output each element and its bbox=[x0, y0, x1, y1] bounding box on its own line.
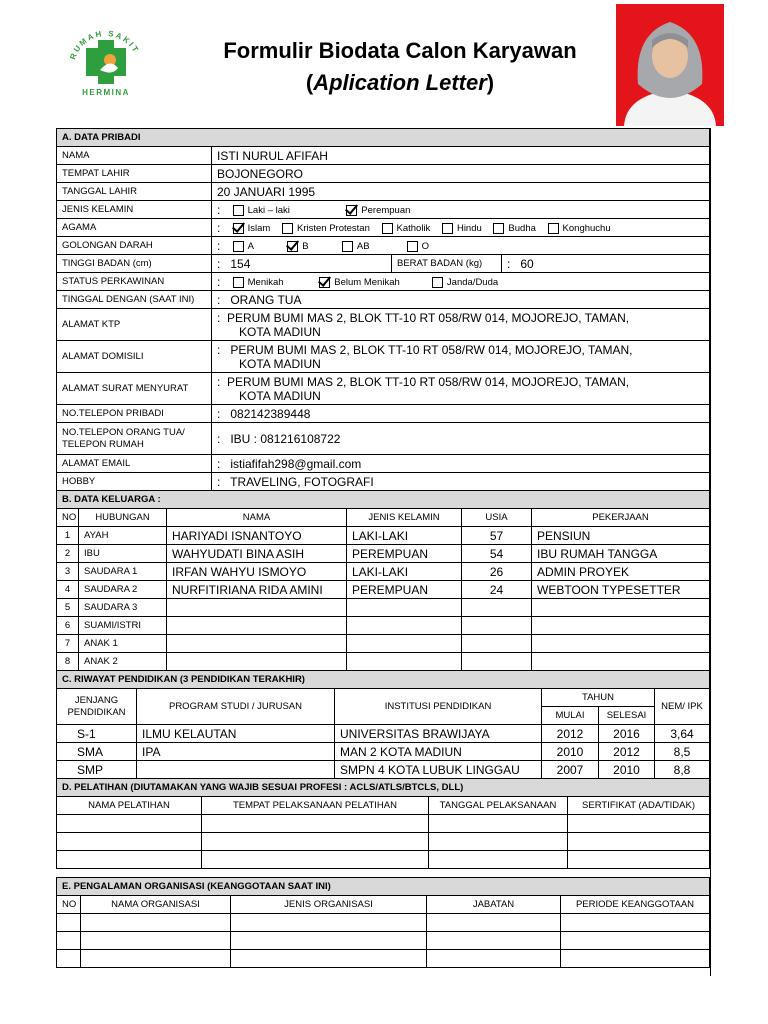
table-row bbox=[57, 563, 710, 581]
label-alamat-ktp: ALAMAT KTP bbox=[57, 309, 212, 341]
cell-usia[interactable] bbox=[462, 599, 532, 617]
label-telepon-pribadi: NO.TELEPON PRIBADI bbox=[57, 405, 212, 423]
section-c-title: C. RIWAYAT PENDIDIKAN (3 PENDIDIKAN TERAKHIR) bbox=[57, 671, 710, 689]
cell-empty[interactable] bbox=[561, 950, 710, 968]
cell-nama[interactable]: WAHYUDATI BINA ASIH bbox=[167, 545, 347, 563]
cell-no: 4 bbox=[57, 581, 79, 599]
status-belum-menikah-checkbox[interactable] bbox=[319, 277, 330, 288]
logo-text-bottom: HERMINA bbox=[82, 88, 130, 97]
col-nama-organisasi: NAMA ORGANISASI bbox=[81, 896, 231, 914]
cell-nama[interactable]: IRFAN WAHYU ISMOYO bbox=[167, 563, 347, 581]
cell-empty[interactable] bbox=[57, 851, 202, 869]
field-tanggal-lahir[interactable]: 20 JANUARI 1995 bbox=[212, 183, 710, 201]
agama-konghuchu-checkbox[interactable] bbox=[548, 223, 559, 234]
field-agama: : Islam Kristen Protestan Katholik Hindu Budha Konghuchu bbox=[212, 219, 710, 237]
cell-empty[interactable] bbox=[561, 914, 710, 932]
cell-jenjang[interactable]: S-1 bbox=[57, 725, 137, 743]
cell-empty[interactable] bbox=[429, 815, 568, 833]
field-tinggi-badan[interactable]: : 154 bbox=[212, 255, 392, 273]
applicant-photo bbox=[616, 4, 724, 126]
cell-jenjang[interactable]: SMA bbox=[57, 743, 137, 761]
goldar-ab-checkbox[interactable] bbox=[342, 241, 353, 252]
cell-nama[interactable] bbox=[167, 653, 347, 671]
table-row bbox=[57, 527, 710, 545]
cell-pekerjaan[interactable] bbox=[532, 617, 710, 635]
table-row bbox=[57, 851, 710, 869]
cell-usia[interactable]: 24 bbox=[462, 581, 532, 599]
cell-selesai[interactable]: 2016 bbox=[599, 725, 655, 743]
cell-hubungan: IBU bbox=[79, 545, 167, 563]
table-row bbox=[57, 950, 710, 968]
col-program-studi: PROGRAM STUDI / JURUSAN bbox=[137, 689, 335, 725]
cell-empty[interactable] bbox=[427, 932, 561, 950]
col-jenis-organisasi: JENIS ORGANISASI bbox=[231, 896, 427, 914]
cell-empty[interactable] bbox=[81, 950, 231, 968]
cell-empty[interactable] bbox=[57, 833, 202, 851]
field-status-perkawinan: : Menikah Belum Menikah Janda/Duda bbox=[212, 273, 710, 291]
label-berat-badan: BERAT BADAN (kg) bbox=[392, 255, 502, 273]
cell-usia[interactable]: 57 bbox=[462, 527, 532, 545]
cell-empty[interactable] bbox=[202, 833, 429, 851]
col-institusi: INSTITUSI PENDIDIKAN bbox=[335, 689, 542, 725]
cell-empty[interactable] bbox=[568, 833, 710, 851]
cell-empty[interactable] bbox=[57, 932, 81, 950]
label-telepon-ortu: NO.TELEPON ORANG TUA/ TELEPON RUMAH bbox=[57, 423, 212, 455]
cell-institusi[interactable]: MAN 2 KOTA MADIUN bbox=[335, 743, 542, 761]
table-row bbox=[57, 761, 710, 779]
jk-laki-checkbox[interactable] bbox=[233, 205, 244, 216]
section-d-title: D. PELATIHAN (DIUTAMAKAN YANG WAJIB SESUAI PROFESI : ACLS/ATLS/BTCLS, DLL) bbox=[57, 779, 710, 797]
cell-prodi[interactable]: ILMU KELAUTAN bbox=[137, 725, 335, 743]
col-nama-pelatihan: NAMA PELATIHAN bbox=[57, 797, 202, 815]
cell-mulai[interactable]: 2012 bbox=[542, 725, 599, 743]
label-alamat-surat: ALAMAT SURAT MENYURAT bbox=[57, 373, 212, 405]
form-title: Formulir Biodata Calon Karyawan bbox=[223, 38, 577, 63]
table-row bbox=[57, 815, 710, 833]
table-row bbox=[57, 599, 710, 617]
col-no: NO bbox=[57, 509, 79, 527]
agama-islam-checkbox[interactable] bbox=[233, 223, 244, 234]
field-tempat-lahir[interactable]: BOJONEGORO bbox=[212, 165, 710, 183]
field-tinggal-dengan[interactable]: : ORANG TUA bbox=[212, 291, 710, 309]
hospital-logo bbox=[62, 22, 150, 102]
table-row bbox=[57, 743, 710, 761]
cell-hubungan: ANAK 2 bbox=[79, 653, 167, 671]
field-alamat-ktp[interactable]: : PERUM BUMI MAS 2, BLOK TT-10 RT 058/RW 014, MOJOREJO, TAMAN, KOTA MADIUN bbox=[212, 309, 710, 341]
field-golongan-darah: : A B AB O bbox=[212, 237, 710, 255]
cell-empty[interactable] bbox=[568, 815, 710, 833]
label-nama: NAMA bbox=[57, 147, 212, 165]
col-jenjang: JENJANG PENDIDIKAN bbox=[57, 689, 137, 725]
cell-no: 5 bbox=[57, 599, 79, 617]
cell-nem[interactable]: 8,5 bbox=[655, 743, 710, 761]
label-tanggal-lahir: TANGGAL LAHIR bbox=[57, 183, 212, 201]
cell-pekerjaan[interactable]: PENSIUN bbox=[532, 527, 710, 545]
cell-empty[interactable] bbox=[81, 914, 231, 932]
data-pribadi-table bbox=[56, 128, 710, 491]
cell-nem[interactable]: 8,8 bbox=[655, 761, 710, 779]
cell-institusi[interactable]: SMPN 4 KOTA LUBUK LINGGAU bbox=[335, 761, 542, 779]
cell-jenjang[interactable]: SMP bbox=[57, 761, 137, 779]
cell-no: 3 bbox=[57, 563, 79, 581]
cell-pekerjaan[interactable]: ADMIN PROYEK bbox=[532, 563, 710, 581]
field-alamat-domisili[interactable]: : PERUM BUMI MAS 2, BLOK TT-10 RT 058/RW 014, MOJOREJO, TAMAN, KOTA MADIUN bbox=[212, 341, 710, 373]
cell-usia[interactable]: 26 bbox=[462, 563, 532, 581]
field-hobby[interactable]: : TRAVELING, FOTOGRAFI bbox=[212, 473, 710, 491]
col-pekerjaan: PEKERJAAN bbox=[532, 509, 710, 527]
cell-pekerjaan[interactable] bbox=[532, 653, 710, 671]
cell-empty[interactable] bbox=[231, 914, 427, 932]
cell-institusi[interactable]: UNIVERSITAS BRAWIJAYA bbox=[335, 725, 542, 743]
cell-jenis-kelamin[interactable] bbox=[347, 599, 462, 617]
label-agama: AGAMA bbox=[57, 219, 212, 237]
field-jenis-kelamin: : Laki – laki Perempuan bbox=[212, 201, 710, 219]
agama-kristen-checkbox[interactable] bbox=[282, 223, 293, 234]
col-no: NO bbox=[57, 896, 81, 914]
cell-empty[interactable] bbox=[427, 950, 561, 968]
label-email: ALAMAT EMAIL bbox=[57, 455, 212, 473]
cell-empty[interactable] bbox=[57, 914, 81, 932]
col-sertifikat: SERTIFIKAT (ADA/TIDAK) bbox=[568, 797, 710, 815]
field-nama[interactable]: ISTI NURUL AFIFAH bbox=[212, 147, 710, 165]
cell-empty[interactable] bbox=[57, 950, 81, 968]
cell-nama[interactable]: HARIYADI ISNANTOYO bbox=[167, 527, 347, 545]
col-nama: NAMA bbox=[167, 509, 347, 527]
col-jabatan: JABATAN bbox=[427, 896, 561, 914]
section-a-title: A. DATA PRIBADI bbox=[57, 129, 710, 147]
col-jenis-kelamin: JENIS KELAMIN bbox=[347, 509, 462, 527]
col-mulai: MULAI bbox=[542, 707, 599, 725]
cell-usia[interactable] bbox=[462, 653, 532, 671]
cell-nem[interactable]: 3,64 bbox=[655, 725, 710, 743]
cell-nama[interactable] bbox=[167, 599, 347, 617]
label-status-perkawinan: STATUS PERKAWINAN bbox=[57, 273, 212, 291]
status-janda-duda-checkbox[interactable] bbox=[432, 277, 443, 288]
cell-pekerjaan[interactable] bbox=[532, 635, 710, 653]
table-row bbox=[57, 581, 710, 599]
col-hubungan: HUBUNGAN bbox=[79, 509, 167, 527]
cell-empty[interactable] bbox=[429, 851, 568, 869]
agama-budha-checkbox[interactable] bbox=[493, 223, 504, 234]
cell-empty[interactable] bbox=[202, 815, 429, 833]
data-keluarga-table bbox=[56, 490, 710, 671]
cell-jenis-kelamin[interactable] bbox=[347, 617, 462, 635]
goldar-b-checkbox[interactable] bbox=[287, 241, 298, 252]
col-periode: PERIODE KEANGGOTAAN bbox=[561, 896, 710, 914]
field-berat-badan[interactable]: : 60 bbox=[502, 255, 710, 273]
field-telepon-ortu[interactable]: : IBU : 081216108722 bbox=[212, 423, 710, 455]
table-row bbox=[57, 545, 710, 563]
cell-nama[interactable] bbox=[167, 635, 347, 653]
table-row bbox=[57, 617, 710, 635]
cell-empty[interactable] bbox=[81, 932, 231, 950]
logo-text-top: RUMAH SAKIT bbox=[68, 28, 141, 61]
cell-prodi[interactable] bbox=[137, 761, 335, 779]
cell-nama[interactable] bbox=[167, 617, 347, 635]
cell-no: 7 bbox=[57, 635, 79, 653]
cell-empty[interactable] bbox=[231, 950, 427, 968]
cell-hubungan: SUAMI/ISTRI bbox=[79, 617, 167, 635]
cell-hubungan: SAUDARA 1 bbox=[79, 563, 167, 581]
status-menikah-checkbox[interactable] bbox=[233, 277, 244, 288]
cell-selesai[interactable]: 2010 bbox=[599, 761, 655, 779]
goldar-a-checkbox[interactable] bbox=[233, 241, 244, 252]
form-subtitle: (Aplication Letter) bbox=[305, 70, 495, 95]
section-b-title: B. DATA KELUARGA : bbox=[57, 491, 710, 509]
cell-usia[interactable]: 54 bbox=[462, 545, 532, 563]
goldar-o-checkbox[interactable] bbox=[407, 241, 418, 252]
cell-no: 1 bbox=[57, 527, 79, 545]
label-golongan-darah: GOLONGAN DARAH bbox=[57, 237, 212, 255]
table-row bbox=[57, 932, 710, 950]
cell-mulai[interactable]: 2007 bbox=[542, 761, 599, 779]
label-alamat-domisili: ALAMAT DOMISILI bbox=[57, 341, 212, 373]
field-alamat-surat[interactable]: : PERUM BUMI MAS 2, BLOK TT-10 RT 058/RW 014, MOJOREJO, TAMAN, KOTA MADIUN bbox=[212, 373, 710, 405]
table-row bbox=[57, 833, 710, 851]
field-telepon-pribadi[interactable]: : 082142389448 bbox=[212, 405, 710, 423]
biodata-form bbox=[56, 128, 710, 968]
cell-empty[interactable] bbox=[231, 932, 427, 950]
label-tinggal-dengan: TINGGAL DENGAN (SAAT INI) bbox=[57, 291, 212, 309]
agama-hindu-checkbox[interactable] bbox=[442, 223, 453, 234]
cell-empty[interactable] bbox=[429, 833, 568, 851]
col-nem-ipk: NEM/ IPK bbox=[655, 689, 710, 725]
col-selesai: SELESAI bbox=[599, 707, 655, 725]
right-border bbox=[710, 128, 711, 976]
col-usia: USIA bbox=[462, 509, 532, 527]
cell-no: 8 bbox=[57, 653, 79, 671]
cell-hubungan: AYAH bbox=[79, 527, 167, 545]
organisasi-table bbox=[56, 877, 710, 968]
col-tanggal-pelatihan: TANGGAL PELAKSANAAN bbox=[429, 797, 568, 815]
label-tinggi-badan: TINGGI BADAN (cm) bbox=[57, 255, 212, 273]
cell-hubungan: ANAK 1 bbox=[79, 635, 167, 653]
cell-usia[interactable] bbox=[462, 617, 532, 635]
cell-pekerjaan[interactable]: IBU RUMAH TANGGA bbox=[532, 545, 710, 563]
col-tahun: TAHUN bbox=[542, 689, 655, 707]
cell-nama[interactable]: NURFITIRIANA RIDA AMINI bbox=[167, 581, 347, 599]
cell-empty[interactable] bbox=[561, 932, 710, 950]
cell-empty[interactable] bbox=[57, 815, 202, 833]
section-e-title: E. PENGALAMAN ORGANISASI (KEANGGOTAAN SAAT INI) bbox=[57, 878, 710, 896]
label-tempat-lahir: TEMPAT LAHIR bbox=[57, 165, 212, 183]
cell-hubungan: SAUDARA 2 bbox=[79, 581, 167, 599]
pelatihan-table bbox=[56, 778, 710, 878]
cell-jenis-kelamin[interactable]: LAKI-LAKI bbox=[347, 527, 462, 545]
cell-pekerjaan[interactable] bbox=[532, 599, 710, 617]
cell-empty[interactable] bbox=[427, 914, 561, 932]
cell-jenis-kelamin[interactable]: LAKI-LAKI bbox=[347, 563, 462, 581]
table-row bbox=[57, 914, 710, 932]
riwayat-pendidikan-table bbox=[56, 670, 710, 779]
cell-jenis-kelamin[interactable] bbox=[347, 653, 462, 671]
label-hobby: HOBBY bbox=[57, 473, 212, 491]
table-row bbox=[57, 635, 710, 653]
cell-mulai[interactable]: 2010 bbox=[542, 743, 599, 761]
cell-jenis-kelamin[interactable]: PEREMPUAN bbox=[347, 581, 462, 599]
field-email[interactable]: : istiafifah298@gmail.com bbox=[212, 455, 710, 473]
agama-katholik-checkbox[interactable] bbox=[382, 223, 393, 234]
table-row bbox=[57, 725, 710, 743]
cell-empty[interactable] bbox=[568, 851, 710, 869]
cell-hubungan: SAUDARA 3 bbox=[79, 599, 167, 617]
cell-no: 6 bbox=[57, 617, 79, 635]
cell-empty[interactable] bbox=[202, 851, 429, 869]
table-row bbox=[57, 653, 710, 671]
cell-usia[interactable] bbox=[462, 635, 532, 653]
label-jenis-kelamin: JENIS KELAMIN bbox=[57, 201, 212, 219]
cell-jenis-kelamin[interactable]: PEREMPUAN bbox=[347, 545, 462, 563]
col-tempat-pelatihan: TEMPAT PELAKSANAAN PELATIHAN bbox=[202, 797, 429, 815]
jk-perempuan-checkbox[interactable] bbox=[346, 205, 357, 216]
cell-no: 2 bbox=[57, 545, 79, 563]
cell-jenis-kelamin[interactable] bbox=[347, 635, 462, 653]
cell-selesai[interactable]: 2012 bbox=[599, 743, 655, 761]
cell-prodi[interactable]: IPA bbox=[137, 743, 335, 761]
cell-pekerjaan[interactable]: WEBTOON TYPESETTER bbox=[532, 581, 710, 599]
